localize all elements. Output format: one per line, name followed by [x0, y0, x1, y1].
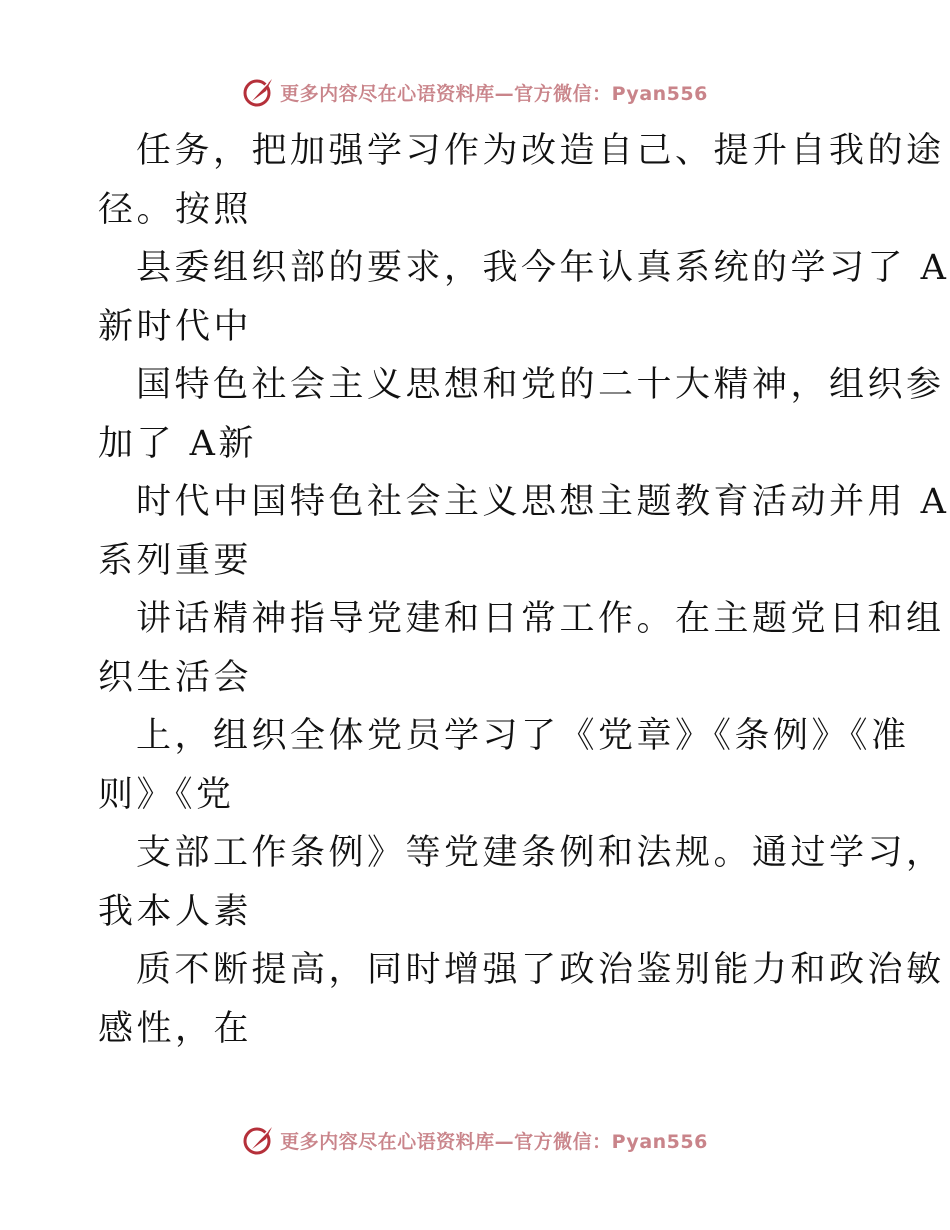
text-line: 质不断提高，同时增强了政治鉴别能力和政治敏: [136, 950, 945, 990]
document-body: [98, 122, 950, 1058]
text-line: 则》《党: [98, 774, 235, 815]
feather-pen-logo-icon: [242, 1123, 276, 1157]
header-watermark-banner: [0, 72, 950, 112]
text-line: 新时代中: [98, 306, 253, 347]
feather-pen-logo-icon: [242, 75, 276, 109]
text-line: 感性，在: [98, 1008, 253, 1049]
text-line: 任务，把加强学习作为改造自己、提升自我的途: [136, 131, 945, 171]
text-line: 织生活会: [98, 657, 253, 698]
text-line: 径。按照: [98, 189, 253, 230]
text-line: 上，组织全体党员学习了《党章》《条例》《准: [136, 716, 910, 756]
text-line: 加了 A新: [98, 423, 257, 464]
header-banner-text: 更多内容尽在心语资料库—官方微信：Pyan556: [280, 82, 708, 105]
footer-banner-text: 更多内容尽在心语资料库—官方微信：Pyan556: [280, 1130, 708, 1153]
text-line: 国特色社会主义思想和党的二十大精神，组织参: [136, 365, 945, 405]
text-line: 我本人素: [98, 891, 253, 932]
footer-watermark-banner: [0, 1120, 950, 1160]
text-line: 讲话精神指导党建和日常工作。在主题党日和组: [136, 599, 945, 639]
text-line: 系列重要: [98, 540, 253, 581]
text-line: 时代中国特色社会主义思想主题教育活动并用 A: [136, 482, 950, 522]
text-line: 县委组织部的要求，我今年认真系统的学习了 A: [136, 248, 950, 288]
text-line: 支部工作条例》等党建条例和法规。通过学习，: [136, 833, 945, 873]
